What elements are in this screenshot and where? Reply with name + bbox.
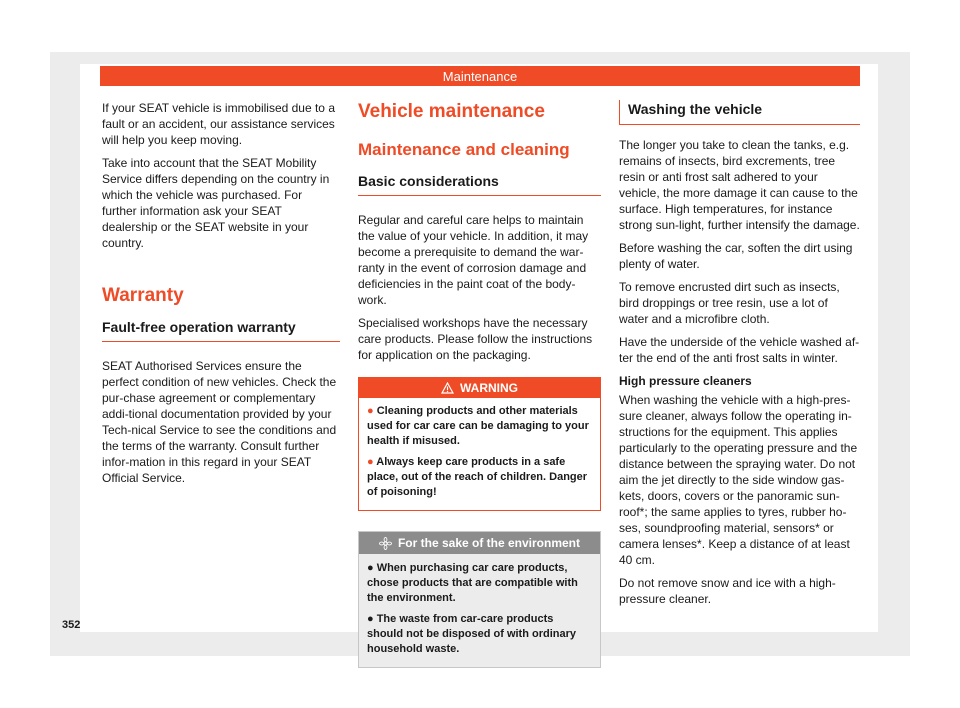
environment-box	[358, 531, 601, 668]
vehicle-maintenance-heading: Vehicle maintenance	[358, 101, 545, 122]
warranty-heading: Warranty	[102, 285, 184, 306]
basic-considerations-heading: Basic considerations	[358, 172, 601, 196]
column-right	[619, 100, 860, 614]
intro-paragraph-2: Take into account that the SEAT Mobility Service differs depending on the country in which the vehicle was purchased. For further information ask your SEAT dealership or the SEAT website in your country.	[102, 156, 330, 250]
column-left	[102, 100, 340, 493]
washing-paragraph-3: To remove encrusted dirt such as insects, bird droppings or tree resin, use a lot of water and a microfibre cloth.	[619, 280, 840, 326]
snow-ice-paragraph: Do not remove snow and ice with a high-pressure cleaner.	[619, 576, 836, 606]
section-title: Maintenance	[442, 68, 518, 84]
care-paragraph-2: Specialised workshops have the necessary care products. Please follow the instructions for application on the packaging.	[358, 316, 593, 362]
maintenance-cleaning-heading: Maintenance and cleaning	[358, 140, 570, 159]
care-paragraph-1: Regular and careful care helps to maintain the value of your vehicle. In addition, it may become a prerequisite to demand the war-ranty in the event of corrosion damage and deficiencies in the paint coat of the body-work.	[358, 213, 589, 307]
warning-item: ● Cleaning products and other materials used for car care can be damaging to your health if misused.	[367, 405, 589, 447]
washing-paragraph-2: Before washing the car, soften the dirt using plenty of water.	[619, 241, 853, 271]
environment-label: For the sake of the environment	[397, 535, 581, 550]
warning-box	[358, 377, 601, 511]
environment-item: ● The waste from car-care products should not be disposed of with ordinary household waste.	[367, 613, 576, 655]
environment-item: ● When purchasing car care products, chose products that are compatible with the environment.	[367, 562, 578, 604]
washing-paragraph-4: Have the underside of the vehicle washed af-ter the end of the anti frost salts in winter.	[619, 335, 860, 365]
warning-triangle-icon	[441, 382, 454, 394]
intro-paragraph-1: If your SEAT vehicle is immobilised due to a fault or an accident, our assistance services will help you keep moving.	[102, 101, 335, 147]
column-middle	[358, 100, 601, 668]
warranty-paragraph: SEAT Authorised Services ensure the perfect condition of new vehicles. Check the pur-chase agreement or complementary addi-tional documentation provided by your Tech-nical Service to see the conditions and the terms of the warranty. Consult further infor-mation in this regard in your SEAT Official Service.	[102, 359, 337, 485]
flower-icon	[379, 537, 392, 550]
environment-header	[359, 532, 600, 554]
high-pressure-subheading: High pressure cleaners	[619, 374, 752, 388]
high-pressure-paragraph: When washing the vehicle with a high-pres-sure cleaner, always follow the operating in-structions for the equipment. This applies particularly to the operating pressure and the distance between the spraying water. Do not aim the jet directly to the side window gas-kets, doors, covers or the panoramic sun-roof*; the same applies to tyres, rubber ho-ses, soundproofing material, sensors* or camera lenses*. Keep a distance of at least 40 cm.	[619, 393, 858, 567]
washing-paragraph-1: The longer you take to clean the tanks, e.g. remains of insects, bird excrements, tree resin or anti frost salt adhered to your vehicle, the more damage it can cause to the surface. High temperatures, for instance strong sun-light, further intensify the damage.	[619, 138, 860, 232]
warranty-subheading: Fault-free operation warranty	[102, 318, 340, 342]
section-header-bar	[100, 66, 860, 86]
warning-header	[359, 378, 600, 398]
warning-label: WARNING	[460, 380, 518, 395]
washing-heading: Washing the vehicle	[619, 100, 860, 125]
warning-item: ● Always keep care products in a safe place, out of the reach of children. Danger of poisoning!	[367, 456, 588, 498]
page-number: 352	[62, 619, 81, 631]
